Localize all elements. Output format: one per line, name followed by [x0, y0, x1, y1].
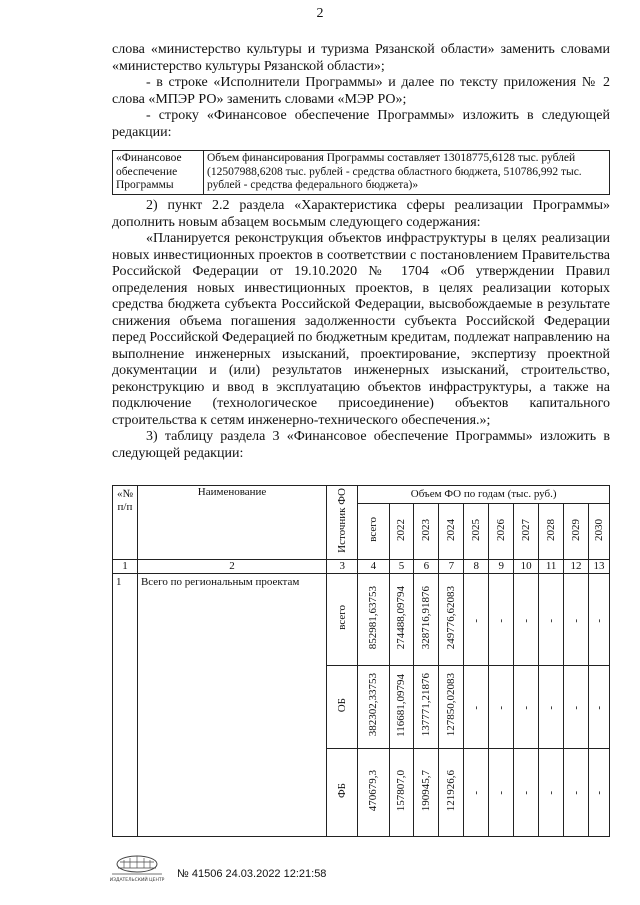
top-paragraphs	[112, 42, 610, 141]
header-volume: Объем ФО по годам (тыс. руб.)	[358, 486, 610, 504]
value-cell	[539, 666, 564, 748]
value-text: -	[544, 618, 557, 623]
value-text: -	[544, 791, 557, 795]
column-number: 12	[564, 560, 589, 574]
value-text: -	[494, 791, 507, 795]
source-cell	[327, 748, 358, 836]
year-header-3	[439, 504, 464, 560]
column-number: 7	[439, 560, 464, 574]
year-header-text: 2028	[544, 518, 557, 541]
value-cell	[464, 574, 489, 666]
value-cell	[589, 748, 610, 836]
column-number: 13	[589, 560, 610, 574]
value-cell	[589, 574, 610, 666]
value-cell	[564, 666, 589, 748]
value-text: -	[569, 791, 582, 795]
value-cell	[564, 748, 589, 836]
source-text: всего	[335, 605, 348, 631]
value-text: 127850,02083	[444, 673, 457, 737]
value-text: -	[494, 705, 507, 710]
value-cell	[539, 574, 564, 666]
row-number: 1	[113, 574, 138, 837]
value-text: -	[592, 791, 605, 795]
year-header-0	[358, 504, 389, 560]
year-header-text: 2023	[419, 518, 432, 541]
column-number: 9	[489, 560, 514, 574]
source-cell	[327, 574, 358, 666]
year-header-text: 2030	[592, 518, 605, 541]
value-cell	[489, 748, 514, 836]
value-cell	[464, 666, 489, 748]
value-cell	[489, 666, 514, 748]
middle-paragraphs	[112, 198, 610, 462]
value-text: 116681,09794	[394, 673, 407, 737]
value-text: -	[494, 618, 507, 623]
value-text: -	[592, 705, 605, 710]
value-cell	[489, 574, 514, 666]
paragraph-3: - строку «Финансовое обеспечение Программы» изложить в следующей редакции:	[112, 108, 610, 140]
value-text: -	[469, 705, 482, 710]
source-cell	[327, 666, 358, 748]
year-header-7	[539, 504, 564, 560]
value-text: 470679,3	[366, 769, 379, 811]
value-cell	[358, 574, 389, 666]
value-text: -	[519, 705, 532, 710]
value-text: 157807,0	[394, 769, 407, 811]
year-header-9	[589, 504, 610, 560]
year-header-text: 2024	[444, 518, 457, 541]
column-number: 8	[464, 560, 489, 574]
value-cell	[464, 748, 489, 836]
value-cell	[539, 748, 564, 836]
value-text: -	[544, 705, 557, 710]
value-cell	[439, 574, 464, 666]
header-source	[327, 486, 358, 560]
year-header-5	[489, 504, 514, 560]
value-cell	[514, 666, 539, 748]
year-header-6	[514, 504, 539, 560]
year-header-text: 2022	[394, 518, 407, 541]
publisher-seal	[108, 852, 166, 884]
value-cell	[389, 666, 414, 748]
year-header-8	[564, 504, 589, 560]
value-cell	[589, 666, 610, 748]
value-cell	[514, 574, 539, 666]
paragraph-1: слова «министерство культуры и туризма Рязанской области» заменить словами «министерство культуры Рязанской области»;	[112, 42, 610, 74]
value-text: 328716,91876	[419, 586, 432, 650]
value-text: 382302,33753	[366, 673, 379, 737]
value-text: 852981,63753	[366, 586, 379, 650]
source-text: ОБ	[335, 697, 348, 713]
year-header-2	[414, 504, 439, 560]
financing-table	[112, 150, 610, 195]
seal-text: ИЗДАТЕЛЬСКИЙ ЦЕНТР	[109, 878, 165, 883]
value-text: -	[519, 618, 532, 623]
value-text: -	[469, 791, 482, 795]
value-text: 121926,6	[444, 769, 457, 811]
column-number: 11	[539, 560, 564, 574]
year-header-text: 2026	[494, 518, 507, 541]
year-header-text: всего	[366, 517, 379, 543]
column-number: 6	[414, 560, 439, 574]
value-text: 137771,21876	[419, 673, 432, 737]
year-header-1	[389, 504, 414, 560]
column-number: 1	[113, 560, 138, 574]
value-cell	[358, 748, 389, 836]
financing-by-years-table	[112, 485, 610, 837]
paragraph-6: 3) таблицу раздела 3 «Финансовое обеспечение Программы» изложить в следующей редакции:	[112, 429, 610, 461]
paragraph-5: «Планируется реконструкция объектов инфраструктуры в целях реализации новых инвестиционных проектов в соответствии с постановлением Правительства Российской Федерации от 19.10.2020 № 1704 «Об утверждении Правил определения новых инвестиционных проектов, в целях реализации которых средства бюджета субъекта Российской Федерации, высвобождаемые в результате снижения объема погашения задолженности субъекта Российской Федерации перед Российской Федерацией по бюджетным кредитам, подлежат направлению на выполнение инженерных изысканий, проектирование, экспертизу проектной документации и (или) результатов инженерных изысканий, строительство, реконструкцию и ввод в эксплуатацию объектов инфраструктуры, а также на подключение (технологическое присоединение) объектов капитального строительства к сетям инженерно-технического обеспечения.»;	[112, 231, 610, 428]
value-text: -	[469, 618, 482, 623]
year-header-text: 2029	[569, 518, 582, 541]
value-cell	[389, 748, 414, 836]
financing-label: «Финансовое обеспечение Программы	[113, 151, 204, 195]
value-text: -	[519, 791, 532, 795]
value-cell	[564, 574, 589, 666]
paragraph-4: 2) пункт 2.2 раздела «Характеристика сферы реализации Программы» дополнить новым абзацем восьмым следующего содержания:	[112, 198, 610, 230]
value-text: -	[569, 705, 582, 710]
row-name: Всего по региональным проектам	[137, 574, 326, 837]
column-number: 5	[389, 560, 414, 574]
column-number: 4	[358, 560, 389, 574]
value-text: -	[592, 618, 605, 623]
value-text: -	[569, 618, 582, 623]
value-cell	[414, 748, 439, 836]
column-number: 10	[514, 560, 539, 574]
financing-text: Объем финансирования Программы составляет 13018775,6128 тыс. рублей (12507988,6208 тыс. рублей - средства областного бюджета, 510786,992 тыс. рублей - средства федерального бюджета)»	[204, 151, 610, 195]
value-cell	[358, 666, 389, 748]
header-name: Наименование	[137, 486, 326, 560]
value-text: 274488,09794	[394, 586, 407, 650]
value-text: 190945,7	[419, 769, 432, 811]
column-number: 3	[327, 560, 358, 574]
header-source-text: Источник ФО	[335, 488, 348, 554]
page-number: 2	[316, 6, 324, 21]
value-cell	[514, 748, 539, 836]
source-text: ФБ	[335, 782, 348, 798]
year-header-text: 2025	[469, 518, 482, 541]
value-cell	[414, 666, 439, 748]
value-cell	[439, 748, 464, 836]
value-cell	[414, 574, 439, 666]
column-number: 2	[137, 560, 326, 574]
paragraph-2: - в строке «Исполнители Программы» и далее по тексту приложения № 2 слова «МПЭР РО» заменить словами «МЭР РО»;	[112, 75, 610, 107]
value-text: 249776,62083	[444, 586, 457, 650]
value-cell	[389, 574, 414, 666]
header-num: «№ п/п	[113, 486, 138, 560]
year-header-text: 2027	[519, 518, 532, 541]
value-cell	[439, 666, 464, 748]
year-header-4	[464, 504, 489, 560]
registration-stamp: № 41506 24.03.2022 12:21:58	[177, 868, 327, 880]
